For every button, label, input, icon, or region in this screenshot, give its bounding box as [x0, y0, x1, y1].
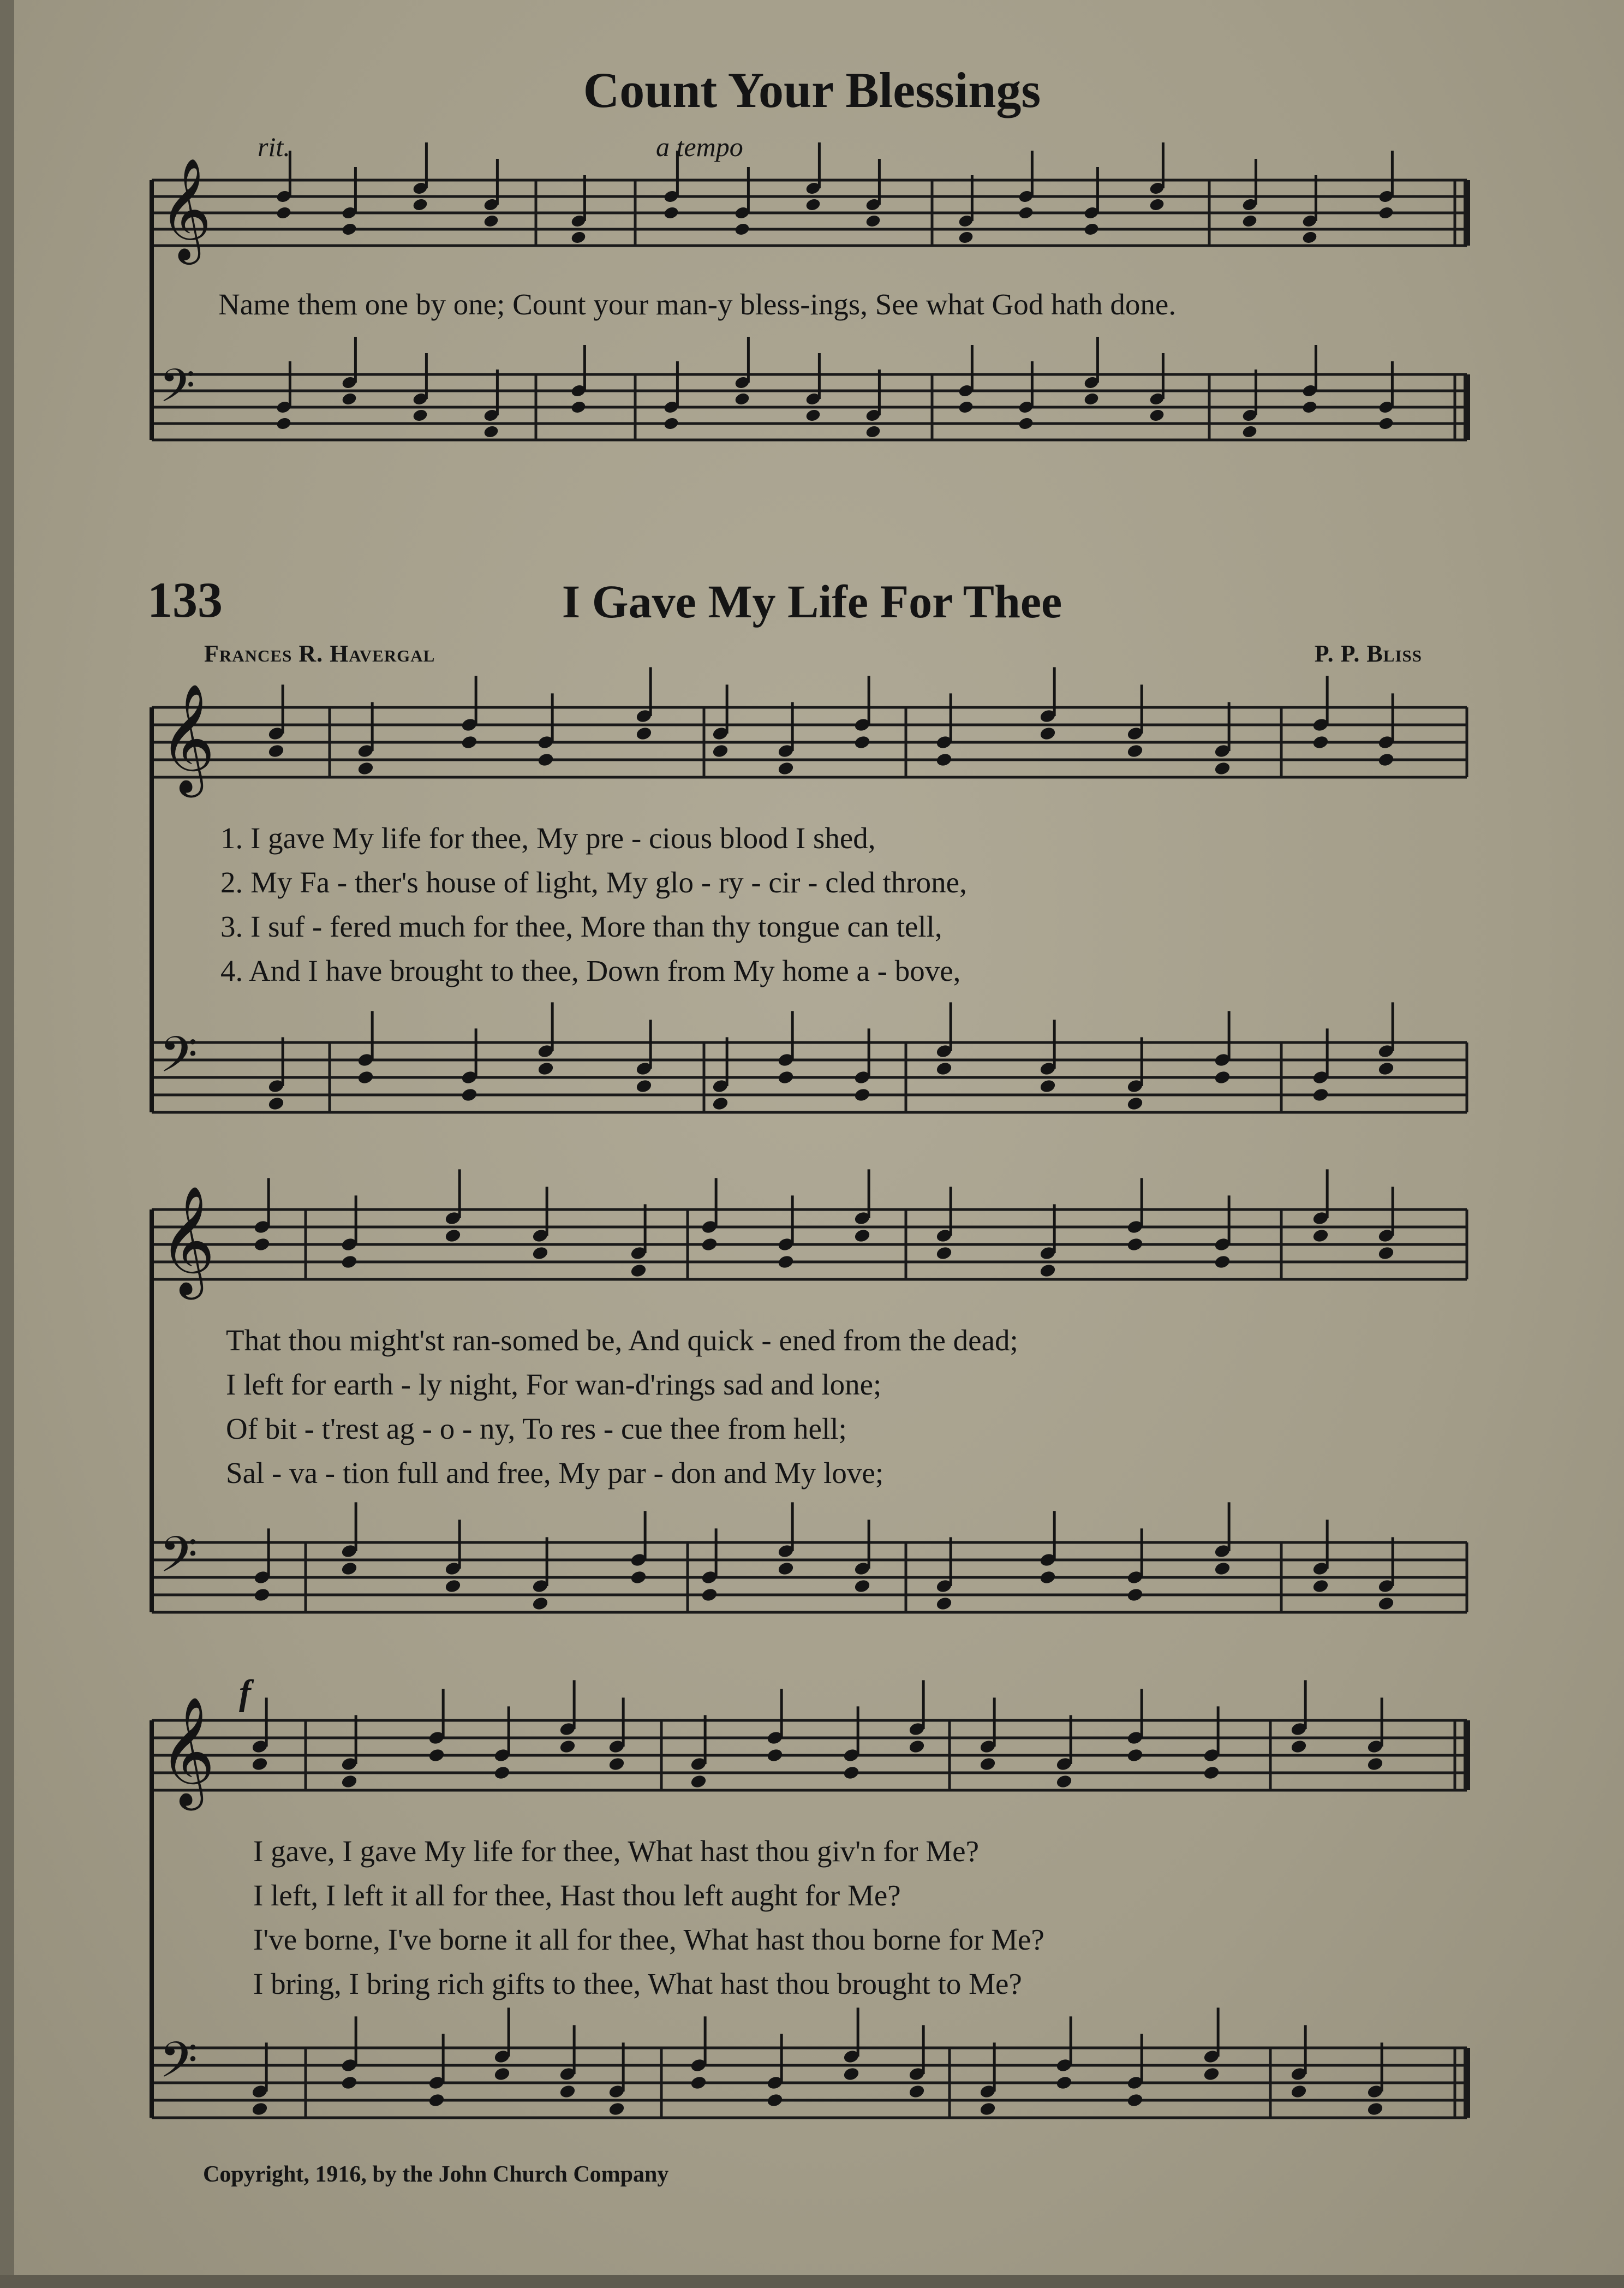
prev-bass-notehead [734, 392, 750, 407]
sys1-treble-notehead [935, 752, 953, 767]
verse3-line2: Of bit - t'rest ag - o - ny, To res - cue thee from hell; [226, 1412, 847, 1445]
verse2-line1: 2. My Fa - ther's house of light, My glo - ry - cir - cled throne, [220, 866, 967, 899]
sys2-treble-notehead [1126, 1237, 1144, 1252]
sys1-treble-notehead [777, 761, 795, 776]
sys2-treble-notehead [1312, 1228, 1329, 1243]
sys1-bass-notehead [1312, 1087, 1329, 1103]
sys3-bass-notehead [428, 2093, 445, 2108]
prev-treble-notehead [1301, 230, 1318, 245]
refrain-line-v1: I gave, I gave My life for thee, What hast thou giv'n for Me? [253, 1834, 979, 1868]
prev-treble-notehead [1018, 206, 1034, 221]
sys2-treble-notehead [630, 1263, 647, 1278]
refrain-line-v2: I left, I left it all for thee, Hast thou left aught for Me? [253, 1879, 901, 1912]
sys2-treble-notehead [777, 1254, 795, 1270]
prev-bass-notehead [341, 392, 357, 407]
sys1-treble-notehead [1126, 743, 1144, 759]
sys1-bass-notehead [853, 1087, 871, 1103]
prev-bass-notehead [570, 400, 587, 415]
sys3-bass-notehead [1366, 2101, 1384, 2117]
sys1-bass-notehead [1039, 1079, 1056, 1094]
sys2-bass-notehead [777, 1561, 795, 1576]
sys1-bass-notehead [712, 1096, 729, 1111]
sys1-bass-notehead [357, 1070, 374, 1085]
sys1-bass-notehead [777, 1070, 795, 1085]
sys3-treble-notehead [251, 1756, 268, 1772]
verse4-line1: 4. And I have brought to thee, Down from My home a - bove, [220, 954, 961, 987]
sys1-bass-notehead [935, 1061, 953, 1076]
sys2-bass-notehead [1039, 1570, 1056, 1585]
sys2-treble-notehead [1214, 1254, 1231, 1270]
verse1-line1: 1. I gave My life for thee, My pre - cious blood I shed, [220, 821, 876, 855]
treble-clef-icon: 𝄞 [159, 158, 212, 260]
sys3-treble-notehead [1366, 1756, 1384, 1772]
prev-bass-notehead [1083, 392, 1100, 407]
sys3-treble-notehead [1203, 1765, 1220, 1780]
prev-lyric-line: Name them one by one; Count your man-y bless-ings, See what God hath done. [218, 288, 1177, 321]
sys1-treble-notehead [635, 726, 653, 741]
sys3-bass-notehead [1203, 2066, 1220, 2082]
treble-clef-icon: 𝄞 [159, 683, 216, 793]
bass-clef-icon: 𝄢 [159, 1526, 198, 1595]
sys3-treble-notehead [1290, 1739, 1307, 1754]
a-tempo-mark: a tempo [656, 132, 743, 162]
prev-bass-notehead [483, 425, 499, 439]
prev-treble-notehead [865, 214, 881, 229]
prev-bass-notehead [865, 425, 881, 439]
sys2-bass-notehead [532, 1596, 549, 1611]
prev-bass-notehead [1241, 425, 1258, 439]
prev-hymn-title: Count Your Blessings [583, 62, 1041, 118]
sys2-treble-notehead [701, 1237, 718, 1252]
sys3-bass-notehead [766, 2093, 784, 2108]
sys1-bass-notehead [537, 1061, 554, 1076]
refrain-line-v4: I bring, I bring rich gifts to thee, What hast thou brought to Me? [253, 1967, 1022, 2000]
prev-treble-notehead [341, 222, 357, 237]
prev-treble-notehead [663, 206, 679, 221]
verse1-line2: That thou might'st ran-somed be, And quick - ened from the dead; [226, 1324, 1018, 1357]
sys3-bass-notehead [341, 2075, 358, 2090]
sys3-treble-notehead [428, 1748, 445, 1763]
sys1-treble-notehead [1214, 761, 1231, 776]
sys3-treble-notehead [766, 1748, 784, 1763]
verse4-line2: Sal - va - tion full and free, My par - don and My love; [226, 1456, 884, 1489]
composer-credit: P. P. Bliss [1314, 640, 1422, 667]
sys1-bass-notehead [635, 1079, 653, 1094]
prev-treble-notehead [412, 198, 428, 212]
treble-clef-icon: 𝄞 [159, 1696, 216, 1806]
prev-treble-notehead [958, 230, 974, 245]
sys1-treble-notehead [1377, 752, 1395, 767]
sys2-treble-notehead [444, 1228, 462, 1243]
sys2-bass-notehead [1312, 1578, 1329, 1594]
prev-treble-notehead [1083, 222, 1100, 237]
sys3-bass-notehead [843, 2066, 860, 2082]
sys3-bass-notehead [908, 2084, 926, 2099]
prev-treble-notehead [570, 230, 587, 245]
sys3-treble-notehead [979, 1756, 996, 1772]
copyright-notice: Copyright, 1916, by the John Church Company [203, 2162, 669, 2187]
sys1-treble-notehead [267, 743, 285, 759]
prev-treble-notehead [734, 222, 750, 237]
sys3-treble-notehead [559, 1739, 576, 1754]
prev-treble-notehead [1149, 198, 1165, 212]
sys1-treble-notehead [1039, 726, 1056, 741]
refrain-line-v3: I've borne, I've borne it all for thee, What hast thou borne for Me? [253, 1923, 1044, 1956]
sys2-treble-notehead [253, 1237, 271, 1252]
sys3-bass-notehead [1126, 2093, 1144, 2108]
sys3-treble-notehead [1055, 1774, 1073, 1789]
sys3-treble-notehead [843, 1765, 860, 1780]
sys2-treble-notehead [853, 1228, 871, 1243]
sys3-bass-notehead [251, 2101, 268, 2117]
sys3-bass-notehead [1290, 2084, 1307, 2099]
sys3-bass-notehead [690, 2075, 707, 2090]
sys3-bass-notehead [979, 2101, 996, 2117]
sys2-treble-notehead [1039, 1263, 1056, 1278]
forte-mark: f [239, 1673, 251, 1713]
sys1-treble-notehead [1312, 735, 1329, 750]
ritardando-mark: rit. [258, 132, 290, 162]
prev-treble-notehead [276, 206, 292, 221]
sys3-treble-notehead [690, 1774, 707, 1789]
sys1-treble-notehead [712, 743, 729, 759]
bass-clef-icon: 𝄢 [159, 2031, 198, 2101]
prev-bass-notehead [805, 408, 821, 423]
sys1-bass-notehead [1377, 1061, 1395, 1076]
sys1-treble-notehead [357, 761, 374, 776]
prev-bass-notehead [1018, 416, 1034, 431]
sys1-bass-notehead [461, 1087, 478, 1103]
sys3-bass-notehead [559, 2084, 576, 2099]
prev-bass-notehead [1301, 400, 1318, 415]
sys1-treble-notehead [853, 735, 871, 750]
sys2-treble-notehead [341, 1254, 358, 1270]
sys2-bass-notehead [630, 1570, 647, 1585]
prev-treble-notehead [483, 214, 499, 229]
sys1-treble-notehead [537, 752, 554, 767]
author-credit: Frances R. Havergal [204, 640, 435, 667]
bass-clef-icon: 𝄢 [159, 359, 195, 424]
prev-bass-notehead [1378, 416, 1394, 431]
sys3-bass-notehead [493, 2066, 511, 2082]
verse2-line2: I left for earth - ly night, For wan-d'rings sad and lone; [226, 1368, 882, 1401]
prev-bass-notehead [1149, 408, 1165, 423]
sys3-bass-notehead [1055, 2075, 1073, 2090]
sys2-bass-notehead [701, 1587, 718, 1602]
sys2-bass-notehead [341, 1561, 358, 1576]
prev-treble-notehead [1378, 206, 1394, 221]
sys2-bass-notehead [1126, 1587, 1144, 1602]
sys2-treble-notehead [532, 1246, 549, 1261]
sys2-bass-notehead [853, 1578, 871, 1594]
verse3-line1: 3. I suf - fered much for thee, More than thy tongue can tell, [220, 910, 942, 943]
prev-bass-notehead [412, 408, 428, 423]
sys3-treble-notehead [493, 1765, 511, 1780]
sys2-bass-notehead [253, 1587, 271, 1602]
prev-treble-notehead [805, 198, 821, 212]
sys1-treble-notehead [461, 735, 478, 750]
sys2-bass-notehead [1377, 1596, 1395, 1611]
bass-clef-icon: 𝄢 [159, 1026, 198, 1095]
prev-bass-notehead [276, 416, 292, 431]
prev-bass-notehead [663, 416, 679, 431]
prev-treble-notehead [1241, 214, 1258, 229]
sys3-treble-notehead [341, 1774, 358, 1789]
hymn-number: 133 [147, 572, 223, 628]
sys2-bass-notehead [444, 1578, 462, 1594]
sys1-bass-notehead [1126, 1096, 1144, 1111]
sys2-bass-notehead [1214, 1561, 1231, 1576]
prev-bass-notehead [958, 400, 974, 415]
sys2-bass-notehead [935, 1596, 953, 1611]
sys2-treble-notehead [935, 1246, 953, 1261]
sys3-bass-notehead [608, 2101, 625, 2117]
sys3-treble-notehead [1126, 1748, 1144, 1763]
sys2-treble-notehead [1377, 1246, 1395, 1261]
hymn-title: I Gave My Life For Thee [562, 575, 1062, 628]
sys1-bass-notehead [1214, 1070, 1231, 1085]
sys3-treble-notehead [608, 1756, 625, 1772]
treble-clef-icon: 𝄞 [159, 1185, 216, 1295]
sys3-treble-notehead [908, 1739, 926, 1754]
sys1-bass-notehead [267, 1096, 285, 1111]
